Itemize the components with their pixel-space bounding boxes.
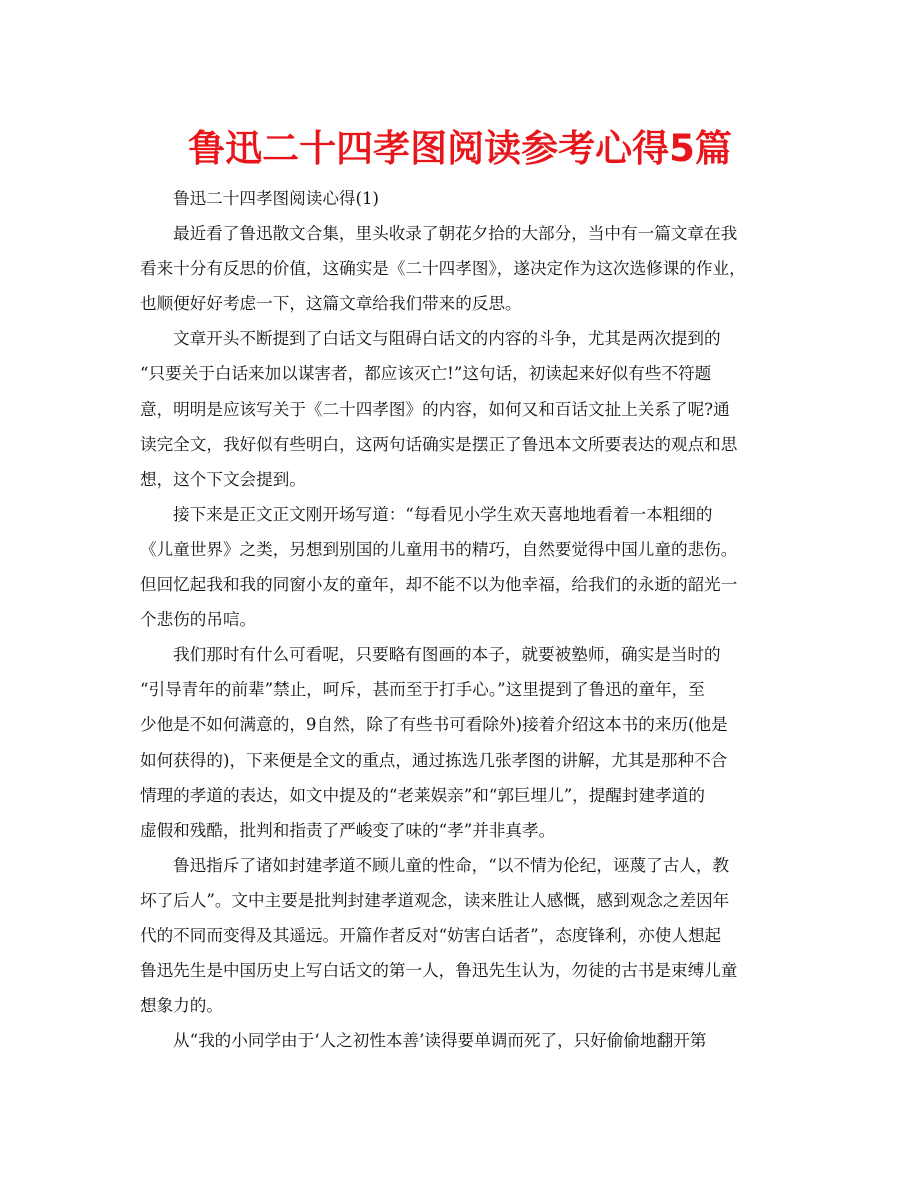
paragraph-line: 情理的孝道的表达，如文中提及的“老莱娱亲”和“郭巨埋儿”，提醒封建孝道的 — [140, 785, 705, 805]
paragraph — [140, 637, 800, 848]
paragraph-line: 也顺便好好考虑一下，这篇文章给我们带来的反思。 — [140, 294, 522, 314]
paragraph-line: 读完全文，我好似有些明白，这两句话确实是摆正了鲁迅本文所要表达的观点和思 — [140, 434, 738, 454]
paragraph-line: 鲁迅指斥了诸如封建孝道不顾儿童的性命，“以不情为伦纪，诬蔑了古人，教 — [173, 855, 730, 875]
paragraph-line: 少他是不如何满意的，9自然，除了有些书可看除外)接着介绍这本书的来历(他是 — [140, 715, 728, 735]
paragraph-line: 意，明明是应该写关于《二十四孝图》的内容，如何又和百话文扯上关系了呢?通 — [140, 399, 730, 419]
paragraph-line: “引导青年的前辈”禁止，呵斥，甚而至于打手心。”这里提到了鲁迅的童年，至 — [140, 680, 705, 700]
document-title: 鲁迅二十四孝图阅读参考心得5篇 — [188, 127, 732, 170]
paragraph — [140, 321, 800, 496]
paragraph-line: “只要关于白话来加以谋害者，都应该灭亡!”这句话，初读起来好似有些不符题 — [140, 364, 712, 384]
paragraph-line: 最近看了鲁迅散文合集，里头收录了朝花夕拾的大部分，当中有一篇文章在我 — [173, 224, 738, 244]
paragraph-line: 个悲伤的吊唁。 — [140, 610, 257, 630]
paragraph-line: 想，这个下文会提到。 — [140, 469, 306, 489]
paragraph-line: 虚假和残酷，批判和指责了严峻变了味的“孝”并非真孝。 — [140, 820, 556, 840]
paragraphs — [140, 216, 800, 1058]
paragraph-line: 代的不同而变得及其遥远。开篇作者反对“妨害白话者”，态度锋利，亦使人想起 — [140, 925, 722, 945]
paragraph-line: 如何获得的)，下来便是全文的重点，通过拣选几张孝图的讲解，尤其是那种不合 — [140, 750, 728, 770]
section-heading: 鲁迅二十四孝图阅读心得(1) — [173, 189, 380, 208]
paragraph-line: 从“我的小同学由于‘人之初性本善’读得要单调而死了，只好偷偷地翻开第 — [173, 1031, 707, 1051]
paragraph-line: 文章开头不断提到了白话文与阻碍白话文的内容的斗争，尤其是两次提到的 — [173, 329, 721, 349]
paragraph-line: 但回忆起我和我的同窗小友的童年，却不能不以为他幸福，给我们的永逝的韶光一 — [140, 575, 738, 595]
paragraph-line: 我们那时有什么可看呢，只要略有图画的本子，就要被塾师，确实是当时的 — [173, 645, 721, 665]
paragraph — [140, 1023, 800, 1058]
paragraph-line: 想象力的。 — [140, 996, 223, 1016]
paragraph — [140, 216, 800, 321]
paragraph-line: 坏了后人”。文中主要是批判封建孝道观念，读来胜让人感慨，感到观念之差因年 — [140, 890, 730, 910]
paragraph-line: 接下来是正文正文刚开场写道：“每看见小学生欢天喜地地看着一本粗细的 — [173, 504, 713, 524]
paragraph-line: 《儿童世界》之类，另想到别国的儿童用书的精巧，自然要觉得中国儿童的悲伤。 — [140, 539, 738, 559]
paragraph-line: 鲁迅先生是中国历史上写白话文的第一人，鲁迅先生认为，勿徒的古书是束缚儿童 — [140, 961, 738, 981]
paragraph-line: 看来十分有反思的价值，这确实是《二十四孝图》，遂决定作为这次选修课的作业， — [140, 259, 746, 279]
paragraph — [140, 497, 800, 637]
document-body — [140, 181, 800, 1058]
paragraph — [140, 848, 800, 1023]
